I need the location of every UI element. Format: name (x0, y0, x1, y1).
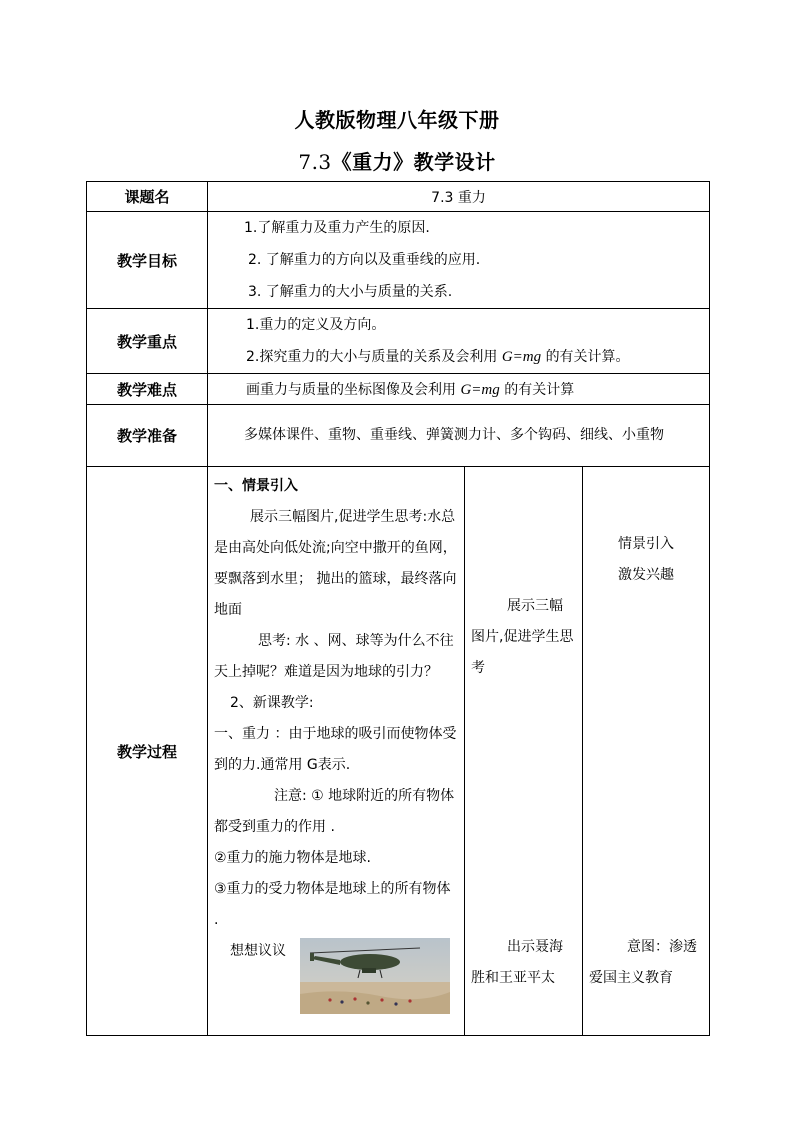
design-intent-cell (583, 467, 710, 1036)
subtitle-number: 7.3 (298, 150, 332, 174)
difficulty-cell (208, 374, 710, 405)
key-label: 教学重点 (87, 309, 208, 374)
teacher-activity-cell (465, 467, 583, 1036)
process-label: 教学过程 (87, 467, 208, 1036)
goals-label: 教学目标 (87, 212, 208, 309)
row-topic (87, 182, 710, 212)
section-1-heading: 一、情景引入 (214, 478, 298, 494)
difficulty-label: 教学难点 (87, 374, 208, 405)
teacher-activity: 展示三幅图片,促进学生思考 (471, 598, 574, 676)
goal-item: 3. 了解重力的大小与质量的关系. (248, 284, 453, 300)
intent-line: 激发兴趣 (618, 567, 675, 583)
helicopter-photo (300, 938, 450, 1014)
process-paragraph: ③重力的受力物体是地球上的所有物体 . (214, 881, 451, 928)
intent-line: 意图：渗透爱国主义教育 (589, 939, 697, 986)
topic-label: 课题名 (87, 182, 208, 212)
key-cell (208, 309, 710, 374)
topic-value: 7.3 重力 (208, 182, 710, 212)
process-paragraph: 展示三幅图片,促进学生思考:水总是由高处向低处流;向空中撒开的鱼网，要飘落到水里； 抛出的篮球，最终落向地面 (214, 509, 457, 618)
helicopter-rescue-image (300, 938, 450, 1014)
doc-title: 人教版物理八年级下册 (294, 108, 500, 132)
key-item-2 (208, 341, 709, 373)
section-2-heading: 2、新课教学: (230, 695, 314, 711)
process-content (208, 467, 465, 1036)
row-goals (87, 212, 710, 309)
subtitle-text: 《重力》教学设计 (331, 150, 496, 174)
process-paragraph: 思考: 水 、网、球等为什么不往天上掉呢？难道是因为地球的引力？ (214, 633, 454, 680)
row-key (87, 309, 710, 374)
row-prep (87, 405, 710, 467)
key-item-2-post: 的有关计算。 (545, 349, 630, 365)
process-paragraph: 注意: ① 地球附近的所有物体都受到重力的作用 . (214, 788, 455, 835)
difficulty-post: 的有关计算 (504, 382, 575, 398)
teacher-activity: 出示聂海胜和王亚平太 (471, 939, 563, 986)
goal-item: 2. 了解重力的方向以及重垂线的应用. (248, 252, 481, 268)
process-paragraph: ②重力的施力物体是地球. (214, 850, 372, 866)
row-process (87, 467, 710, 1036)
key-item-2-pre: 2.探究重力的大小与质量的关系及会利用 (246, 349, 498, 365)
goals-cell (208, 212, 710, 309)
goal-item: 1.了解重力及重力产生的原因. (244, 220, 430, 236)
key-item-1: 1.重力的定义及方向。 (246, 317, 386, 333)
discuss-label: 想想议议 (230, 943, 286, 959)
doc-subtitle (0, 146, 794, 175)
intent-line: 情景引入 (618, 536, 675, 552)
difficulty-formula: G=mg (460, 382, 500, 398)
prep-text: 多媒体课件、重物、重垂线、弹簧测力计、多个钩码、细线、小重物 (208, 405, 710, 467)
difficulty-pre: 画重力与质量的坐标图像及会利用 (246, 382, 456, 398)
key-formula: G=mg (501, 349, 542, 365)
prep-label: 教学准备 (87, 405, 208, 467)
row-difficulty (87, 374, 710, 405)
lesson-plan-table (86, 181, 710, 1036)
process-paragraph: 一、重力 ：由于地球的吸引而使物体受到的力.通常用 G表示. (214, 726, 457, 773)
